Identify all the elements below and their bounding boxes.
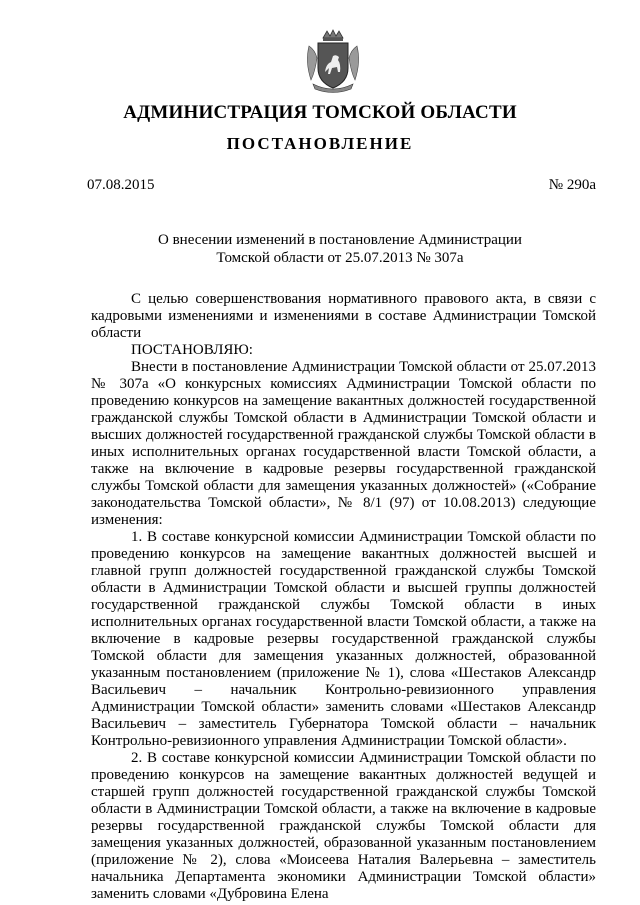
- document-number: № 290а: [548, 177, 596, 193]
- subject-line-2: Томской области от 25.07.2013 № 307а: [216, 250, 464, 266]
- document-body: [91, 291, 596, 903]
- document-subject: [140, 231, 540, 267]
- tomsk-region-coat-of-arms-icon: [303, 28, 363, 96]
- subject-line-1: О внесении изменений в постановление Администрации: [158, 232, 522, 248]
- document-date: 07.08.2015: [87, 177, 155, 193]
- resolve-paragraph: ПОСТАНОВЛЯЮ:: [131, 342, 253, 358]
- item-1-paragraph: 1. В составе конкурсной комиссии Администрации Томской области по проведению конкурсов на замещение вакантных должностей высшей и главной групп должностей государственной гражданской службы Томской области в Администрации Томской области и высшей группы должностей государственной гражданской службы Томской области в иных исполнительных органах государственной власти Томской области, а также на включение в кадровые резервы государственной гражданской службы Томской области для замещения указанных должностей, образованной указанным постановлением (приложение № 1), слова «Шестаков Александр Васильевич – начальник Контрольно-ревизионного управления Администрации Томской области» заменить словами «Шестаков Александр Васильевич – заместитель Губернатора Томской области – начальник Контрольно-ревизионного управления Администрации Томской области».: [91, 529, 596, 749]
- document-type-title: ПОСТАНОВЛЕНИЕ: [226, 134, 414, 153]
- item-2-paragraph: 2. В составе конкурсной комиссии Администрации Томской области по проведению конкурсов на замещение вакантных должностей ведущей и старшей групп должностей государственной гражданской службы Томской области в Администрации Томской области, а также на включение в кадровые резервы государственной гражданской службы Томской области для замещения указанных должностей, образованной указанным постановлением (приложение № 2), слова «Моисеева Наталия Валерьевна – заместитель начальника Департамента экономики Администрации Томской области» заменить словами «Дубровина Елена: [91, 750, 596, 902]
- organization-title: АДМИНИСТРАЦИЯ ТОМСКОЙ ОБЛАСТИ: [123, 102, 517, 123]
- main-paragraph: Внести в постановление Администрации Томской области от 25.07.2013 № 307а «О конкурсных комиссиях Администрации Томской области по проведению конкурсов на замещение вакантных должностей государственной гражданской службы Томской области в Администрации Томской области и высших должностей государственной гражданской службы Томской области в иных исполнительных органах государственной власти Томской области, а также на включение в кадровые резервы государственной гражданской службы Томской области для замещения указанных должностей» («Собрание законодательства Томской области», № 8/1 (97) от 10.08.2013) следующие изменения:: [91, 359, 596, 528]
- intro-paragraph: С целью совершенствования нормативного правового акта, в связи с кадровыми изменениями и изменениями в составе Администрации Томской области: [91, 291, 596, 341]
